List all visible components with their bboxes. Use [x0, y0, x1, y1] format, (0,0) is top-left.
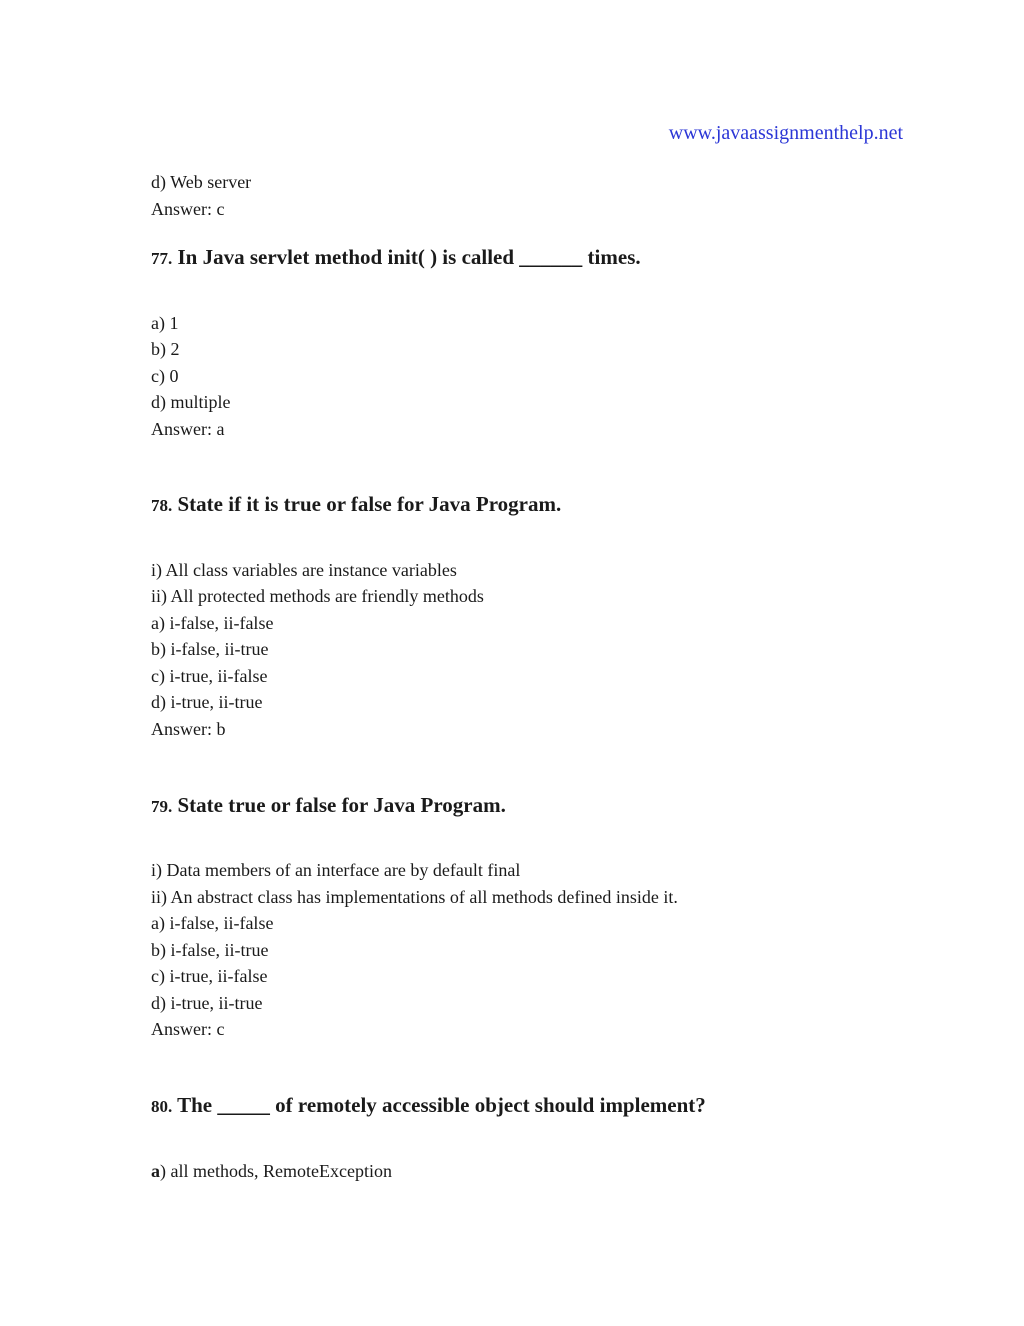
question-79-option-b: b) i-false, ii-true — [151, 940, 269, 960]
website-link[interactable]: www.javaassignmenthelp.net — [668, 122, 903, 144]
question-80-text: The _____ of remotely accessible object should implement? — [177, 1093, 706, 1117]
question-80-number: 80. — [151, 1097, 173, 1116]
question-79-statement-i: i) Data members of an interface are by default final — [151, 860, 521, 880]
question-77-option-b: b) 2 — [151, 339, 180, 359]
question-77-heading — [151, 244, 641, 272]
question-80-heading — [151, 1092, 706, 1120]
carryover-answer: Answer: c — [151, 199, 225, 219]
question-79-heading — [151, 792, 506, 820]
question-77-option-d: d) multiple — [151, 392, 231, 412]
question-79-option-a: a) i-false, ii-false — [151, 913, 274, 933]
question-79-statement-ii: ii) An abstract class has implementations of all methods defined inside it. — [151, 887, 678, 907]
question-79-option-c: c) i-true, ii-false — [151, 966, 268, 986]
question-79-text: State true or false for Java Program. — [177, 793, 506, 817]
question-77-text: In Java servlet method init( ) is called ______ times. — [177, 245, 641, 269]
question-80-option-a-text: ) all methods, RemoteException — [160, 1161, 392, 1181]
question-77-option-a: a) 1 — [151, 313, 179, 333]
question-78-statement-ii: ii) All protected methods are friendly methods — [151, 586, 484, 606]
carryover-option-d: d) Web server — [151, 172, 252, 192]
question-80-option-a — [151, 1160, 392, 1182]
question-78-heading — [151, 491, 561, 519]
question-79-option-d: d) i-true, ii-true — [151, 993, 263, 1013]
question-77-answer: Answer: a — [151, 419, 225, 439]
question-78-text: State if it is true or false for Java Program. — [177, 492, 562, 516]
question-79-number: 79. — [151, 797, 173, 816]
question-79-answer: Answer: c — [151, 1019, 225, 1039]
question-77-number: 77. — [151, 249, 173, 268]
question-80-option-a-letter: a — [151, 1161, 160, 1181]
question-78-answer: Answer: b — [151, 719, 226, 739]
question-78-option-b: b) i-false, ii-true — [151, 639, 269, 659]
question-78-option-c: c) i-true, ii-false — [151, 666, 268, 686]
question-78-option-a: a) i-false, ii-false — [151, 613, 274, 633]
question-78-option-d: d) i-true, ii-true — [151, 692, 263, 712]
question-77-option-c: c) 0 — [151, 366, 179, 386]
question-78-number: 78. — [151, 496, 173, 515]
question-78-statement-i: i) All class variables are instance variables — [151, 560, 457, 580]
